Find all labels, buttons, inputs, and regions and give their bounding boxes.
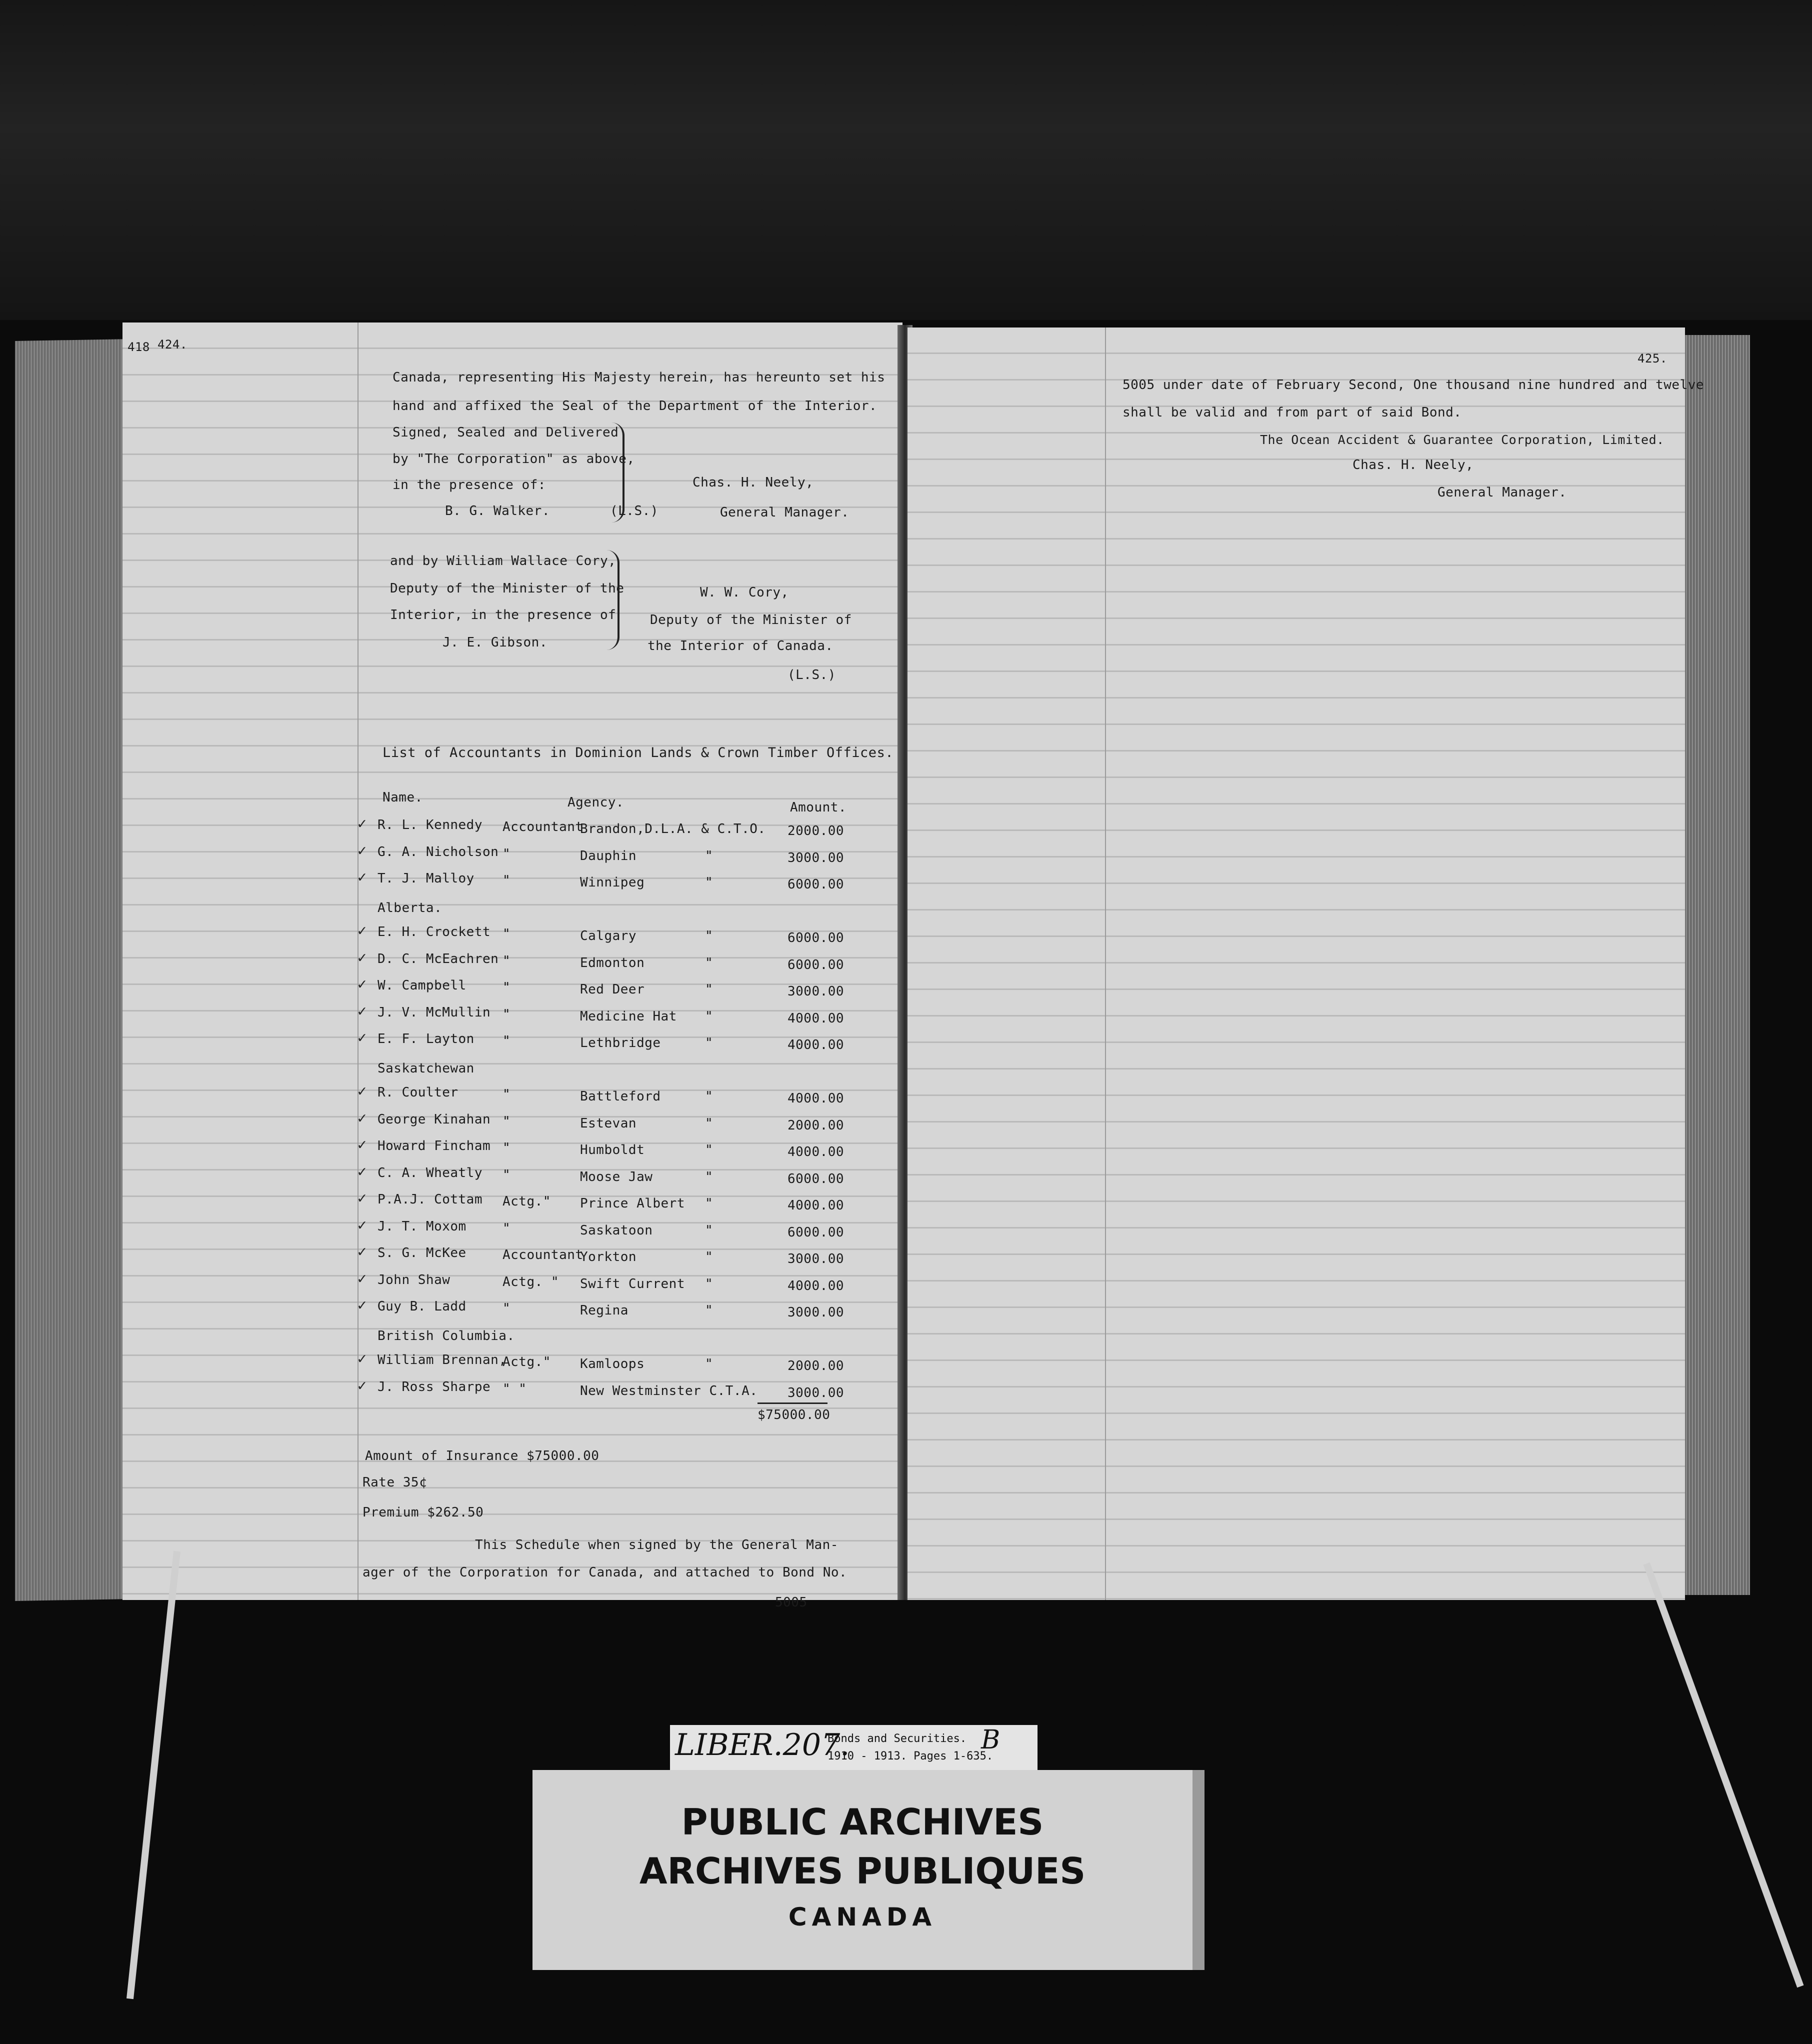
ditto-mark: " <box>705 1223 714 1238</box>
accountant-title: " <box>502 1168 511 1182</box>
signature-name: Chas. H. Neely, <box>692 475 814 490</box>
closing-line: This Schedule when signed by the General Man- <box>475 1538 838 1552</box>
agency-name: Battleford <box>580 1089 661 1104</box>
agency-name: Edmonton <box>580 956 645 970</box>
amount-value: 6000.00 <box>788 930 844 946</box>
check-mark: ✓ <box>358 1296 367 1314</box>
closing-line: ager of the Corporation for Canada, and attached to Bond No. <box>362 1565 848 1580</box>
body-line: 5005 under date of February Second, One thousand nine hundred and twelve <box>1122 378 1704 392</box>
amount-value: 3000.00 <box>788 984 844 999</box>
accountant-name: E. H. Crockett <box>378 924 491 940</box>
agency-name: Kamloops <box>580 1356 645 1372</box>
check-mark: ✓ <box>358 1082 367 1100</box>
accountant-name: C. A. Wheatly <box>378 1166 482 1180</box>
list-title: List of Accountants in Dominion Lands & Crown Timber Offices. <box>382 745 894 760</box>
column-header-name: Name. <box>382 790 423 805</box>
check-mark: ✓ <box>358 1163 367 1180</box>
accountant-title: " " <box>502 1382 527 1396</box>
archive-label <box>532 1770 1204 1970</box>
page-number: 425. <box>1638 352 1668 366</box>
signature-title: General Manager. <box>720 505 850 520</box>
page-number: 424. <box>158 338 188 352</box>
accountant-name: T. J. Malloy <box>378 871 474 886</box>
accountant-title: " <box>502 1221 511 1236</box>
section-heading: British Columbia. <box>378 1328 515 1344</box>
body-line: shall be valid and from part of said Bond. <box>1122 405 1462 420</box>
agency-name: Yorkton <box>580 1250 637 1264</box>
check-mark: ✓ <box>358 815 367 832</box>
amount-value: 4000.00 <box>788 1011 844 1026</box>
agency-name: Winnipeg <box>580 875 645 890</box>
check-mark: ✓ <box>358 922 367 940</box>
ditto-mark: " <box>705 1089 714 1104</box>
accountant-title: " <box>502 873 511 888</box>
archive-line-country: CANADA <box>788 1902 937 1932</box>
accountant-name: R. L. Kennedy <box>378 818 482 832</box>
edge-number: 418 <box>128 340 150 354</box>
witness-line: by "The Corporation" as above, <box>392 452 635 466</box>
witness-line: in the presence of: <box>392 478 546 492</box>
amount-value: 4000.00 <box>788 1091 844 1106</box>
agency-name: Red Deer <box>580 982 645 997</box>
witness-line: Deputy of the Minister of the <box>390 581 624 596</box>
agency-name: Humboldt <box>580 1142 645 1158</box>
amount-value: 4000.00 <box>788 1278 844 1294</box>
section-heading: Saskatchewan <box>378 1061 474 1076</box>
insurance-amount: Amount of Insurance $75000.00 <box>365 1448 600 1464</box>
witness-name: J. E. Gibson. <box>442 635 548 650</box>
ditto-mark: " <box>705 1196 714 1211</box>
check-mark: ✓ <box>358 1270 367 1288</box>
agency-name: Regina <box>580 1303 628 1318</box>
left-page <box>122 322 902 1610</box>
accountant-name: S. G. McKee <box>378 1246 466 1260</box>
amount-value: 4000.00 <box>788 1144 844 1160</box>
agency-name: Moose Jaw <box>580 1170 653 1184</box>
accountant-name: J. Ross Sharpe <box>378 1380 491 1394</box>
agency-name: Saskatoon <box>580 1223 653 1238</box>
signature-title: General Manager. <box>1438 485 1567 500</box>
premium: Premium $262.50 <box>362 1505 484 1520</box>
agency-name: Calgary <box>580 928 637 944</box>
amount-value: 6000.00 <box>788 1172 844 1186</box>
sum-rule <box>758 1402 828 1404</box>
page-clip-right <box>1644 1562 1804 1988</box>
agency-name: New Westminster C.T.A. <box>580 1384 758 1398</box>
tag-line: Bonds and Securities. <box>828 1732 967 1745</box>
accountant-title: " <box>502 1301 511 1316</box>
accountant-title: " <box>502 1034 511 1048</box>
amount-value: 3000.00 <box>788 1305 844 1320</box>
check-mark: ✓ <box>358 976 367 993</box>
amount-value: 3000.00 <box>788 850 844 866</box>
accountant-name: Howard Fincham <box>378 1138 491 1154</box>
amount-value: 6000.00 <box>788 958 844 972</box>
accountant-title: " <box>502 926 511 942</box>
accountant-name: R. Coulter <box>378 1085 458 1100</box>
brace <box>606 550 620 650</box>
agency-name: Lethbridge <box>580 1036 661 1050</box>
amount-value: 2000.00 <box>788 1358 844 1374</box>
ditto-mark: " <box>705 848 714 864</box>
ditto-mark: " <box>705 1009 714 1024</box>
accountant-title: " <box>502 1087 511 1102</box>
accountant-title: " <box>502 954 511 968</box>
ditto-mark: " <box>705 1036 714 1050</box>
accountant-name: William Brennan, <box>378 1352 507 1368</box>
amount-value: 2000.00 <box>788 824 844 838</box>
accountant-name: W. Campbell <box>378 978 466 993</box>
agency-name: Brandon,D.L.A. & C.T.O. <box>580 822 766 836</box>
ditto-mark: " <box>705 1116 714 1131</box>
check-mark: ✓ <box>358 1002 367 1020</box>
signature-title: Deputy of the Minister of <box>650 612 852 628</box>
bond-number: 5005 <box>775 1595 808 1610</box>
signature-name: W. W. Cory, <box>700 585 789 600</box>
check-mark: ✓ <box>358 1243 367 1260</box>
amount-value: 4000.00 <box>788 1038 844 1052</box>
ditto-mark: " <box>705 1142 714 1158</box>
amount-value: 6000.00 <box>788 1225 844 1240</box>
accountant-name: Guy B. Ladd <box>378 1299 466 1314</box>
tag-line: 1910 - 1913. Pages 1-635. <box>828 1750 994 1762</box>
total-amount: $75000.00 <box>758 1408 830 1422</box>
witness-line: Signed, Sealed and Delivered <box>392 425 619 440</box>
accountant-title: Actg." <box>502 1194 551 1209</box>
check-mark: ✓ <box>358 949 367 966</box>
column-header-amount: Amount. <box>790 800 847 815</box>
accountant-name: J. V. McMullin <box>378 1005 491 1020</box>
amount-value: 2000.00 <box>788 1118 844 1133</box>
check-mark: ✓ <box>358 1029 367 1046</box>
volume-tag <box>670 1725 1038 1772</box>
check-mark: ✓ <box>358 1216 367 1234</box>
archive-line-english: PUBLIC ARCHIVES <box>681 1801 1044 1843</box>
book-edge-right <box>1685 335 1750 1595</box>
check-mark: ✓ <box>358 1110 367 1127</box>
amount-value: 3000.00 <box>788 1386 844 1400</box>
agency-name: Prince Albert <box>580 1196 685 1211</box>
accountant-title: Accountant <box>502 820 584 834</box>
witness-line: and by William Wallace Cory, <box>390 554 616 568</box>
ditto-mark: " <box>705 875 714 890</box>
amount-value: 3000.00 <box>788 1252 844 1266</box>
book-edge-left <box>15 339 130 1601</box>
check-mark: ✓ <box>358 868 367 886</box>
seal-mark: (L.S.) <box>610 504 658 518</box>
ditto-mark: " <box>705 1276 714 1292</box>
accountant-title: Accountant <box>502 1248 584 1262</box>
margin-line <box>1105 328 1106 1600</box>
section-heading: Alberta. <box>378 900 442 916</box>
accountant-name: P.A.J. Cottam <box>378 1192 482 1207</box>
accountant-title: " <box>502 1140 511 1156</box>
intro-line: hand and affixed the Seal of the Department of the Interior. <box>392 398 878 414</box>
intro-line: Canada, representing His Majesty herein, has hereunto set his <box>392 370 886 385</box>
seal-mark: (L.S.) <box>788 668 836 682</box>
accountant-title: " <box>502 980 511 995</box>
ditto-mark: " <box>705 1250 714 1264</box>
signature-name: Chas. H. Neely, <box>1352 458 1474 472</box>
tag-letter: B <box>981 1725 1000 1755</box>
ditto-mark: " <box>705 956 714 970</box>
check-mark: ✓ <box>358 1136 367 1154</box>
agency-name: Swift Current <box>580 1276 685 1292</box>
accountant-title: " <box>502 846 511 862</box>
page-clip-left <box>126 1551 180 2000</box>
agency-name: Estevan <box>580 1116 637 1131</box>
check-mark: ✓ <box>358 1377 367 1394</box>
check-mark: ✓ <box>358 1190 367 1207</box>
amount-value: 6000.00 <box>788 877 844 892</box>
archive-line-french: ARCHIVES PUBLIQUES <box>639 1850 1086 1892</box>
right-page <box>908 328 1704 1600</box>
witness-name: B. G. Walker. <box>445 504 550 518</box>
witness-line: Interior, in the presence of <box>390 608 616 622</box>
accountant-name: J. T. Moxom <box>378 1219 466 1234</box>
accountant-name: G. A. Nicholson <box>378 844 499 860</box>
signature-title: the Interior of Canada. <box>648 638 834 654</box>
background-top <box>0 0 1812 320</box>
handwritten-liber: LIBER.207. <box>675 1728 850 1762</box>
agency-name: Dauphin <box>580 848 637 864</box>
accountant-title: Actg. " <box>502 1274 560 1290</box>
agency-name: Medicine Hat <box>580 1009 677 1024</box>
column-header-agency: Agency. <box>568 795 624 810</box>
check-mark: ✓ <box>358 842 367 860</box>
check-mark: ✓ <box>358 1350 367 1368</box>
ditto-mark: " <box>705 1170 714 1184</box>
ditto-mark: " <box>705 1356 714 1372</box>
accountant-name: D. C. McEachren <box>378 952 499 966</box>
accountant-name: E. F. Layton <box>378 1032 474 1046</box>
accountant-title: " <box>502 1007 511 1022</box>
amount-value: 4000.00 <box>788 1198 844 1213</box>
ditto-mark: " <box>705 928 714 944</box>
accountant-name: George Kinahan <box>378 1112 491 1127</box>
corporation-name: The Ocean Accident & Guarantee Corporation, Limited. <box>1260 432 1664 447</box>
ditto-mark: " <box>705 982 714 997</box>
accountant-title: Actg." <box>502 1354 551 1370</box>
ditto-mark: " <box>705 1303 714 1318</box>
rate: Rate 35¢ <box>362 1475 428 1490</box>
accountant-title: " <box>502 1114 511 1129</box>
accountant-name: John Shaw <box>378 1272 450 1288</box>
